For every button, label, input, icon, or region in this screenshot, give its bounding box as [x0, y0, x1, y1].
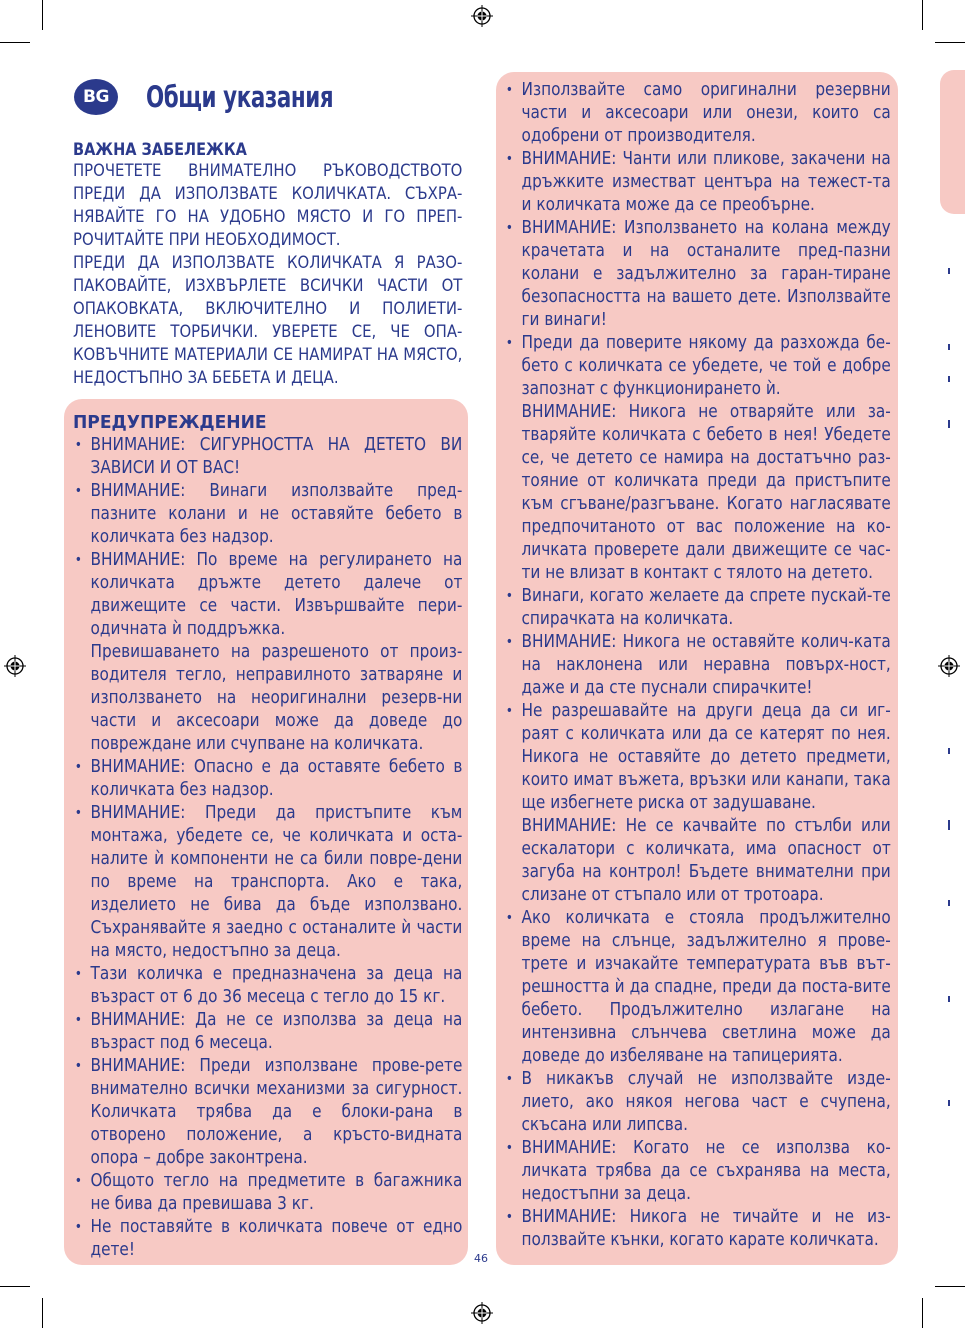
bullet: • — [74, 437, 82, 453]
page-title: Общи указания — [146, 80, 334, 114]
crop-mark — [42, 1298, 43, 1328]
bullet: • — [505, 1140, 513, 1156]
crop-mark — [0, 42, 30, 43]
warning-item-text: Тази количка е предназначена за деца на възраст от 6 до 36 месеца с тегло до 15 кг. — [90, 964, 463, 1007]
warning-item — [73, 1009, 462, 1055]
warning-list-left — [73, 434, 462, 1262]
edge-dash — [948, 820, 950, 830]
crop-mark — [935, 42, 965, 43]
warning-item-text: Не разрешавайте на други деца да си иг-раят с количката или да се катерят по нея. Никога не оставяйте до детето предмети, които имат въжета, връзки или канапи, така ще избегнете риска от задушаване. — [521, 701, 891, 813]
page-number: 46 — [474, 1252, 488, 1265]
registration-mark-icon — [471, 5, 493, 27]
warning-item-text: ВНИМАНИЕ: Винаги използвайте пред-пазните колани и не оставяйте бебето в количката без надзор. — [90, 481, 463, 547]
warning-item — [73, 480, 462, 549]
warning-item — [504, 1137, 891, 1206]
warning-item-text: Винаги, когато желаете да спрете пускай-те спирачката на количката. — [521, 586, 891, 629]
notice-paragraph: ПРОЧЕТЕТЕ ВНИМАТЕЛНО РЪКОВОДСТВОТО ПРЕДИ ДА ИЗПОЛЗВАТЕ КОЛИЧКАТА. СЪХРА-НЯВАЙТЕ ГО НА УДОБНО МЯСТО И ГО ПРЕП-РОЧИТАЙТЕ ПРИ НЕОБХОДИМОСТ. — [73, 161, 463, 250]
warning-item — [504, 148, 891, 217]
warning-item-text: ВНИМАНИЕ: СИГУРНОСТТА НА ДЕТЕТО ВИ ЗАВИСИ И ОТ ВАС! — [90, 435, 463, 478]
warning-item-text: ВНИМАНИЕ: Използването на колана между крачетата и на останалите пред-пазни колани е задължително за гаран-тиране безопасността на вашето дете. Използвайте ги винаги! — [521, 218, 891, 330]
warning-item-text: ВНИМАНИЕ: Преди използване прове-рете внимателно всички механизми за сигурност. Количката трябва да е блоки-рана в отворено положение, а кръсто-видната опора – добре законтрена. — [90, 1056, 463, 1168]
bullet: • — [74, 966, 82, 982]
bullet: • — [505, 910, 513, 926]
warning-item-text: Използвайте само оригинални резервни части и аксесоари или онези, които са одобрени от производителя. — [521, 80, 891, 146]
warning-item — [504, 907, 891, 1068]
edge-dash — [948, 748, 950, 754]
warning-item-text: ВНИМАНИЕ: По време на регулирането на количката дръжте детето далече от движещите се части. Извършвайте пери-одичната ѝ поддръжка. — [90, 550, 463, 639]
warning-item-text: ВНИМАНИЕ: Когато не се използва ко-личката трябва да се съхранява на места, недостъпни за деца. — [521, 1138, 891, 1204]
warning-item-text: ВНИМАНИЕ: Чанти или пликове, закачени на дръжките изместват центъра на тежест-та и количката може да се преобърне. — [521, 149, 891, 215]
warning-item — [504, 631, 891, 700]
warning-item-text: Не поставяйте в количката повече от едно дете! — [90, 1217, 463, 1260]
registration-mark-icon — [938, 655, 960, 677]
warning-item-text: ВНИМАНИЕ: Не се качвайте по стълби или ескалатори с количката, има опасност от загуба на контрол! Бъдете внимателни при слизане от стъпало или от тротоара. — [521, 816, 891, 905]
crop-mark — [42, 0, 43, 30]
bullet: • — [505, 634, 513, 650]
warning-item — [73, 756, 462, 802]
registration-mark-icon — [4, 655, 26, 677]
bullet: • — [74, 805, 82, 821]
edge-dash — [948, 344, 950, 350]
bullet: • — [505, 588, 513, 604]
warning-item — [73, 1170, 462, 1216]
bullet: • — [74, 1173, 82, 1189]
bullet: • — [505, 335, 513, 351]
warning-item — [504, 332, 891, 585]
bullet: • — [74, 1219, 82, 1235]
bullet: • — [74, 759, 82, 775]
warning-item-text: ВНИМАНИЕ: Преди да пристъпите към монтажа, убедете се, че количката и оста-налите ѝ компоненти не са били повре-дени по време на транспорта. Ако е така, изделието не бива да бъде използвано. Съхранявайте я заедно с останалите ѝ части на място, недостъпно за деца. — [90, 803, 463, 961]
notice-paragraph: ПРЕДИ ДА ИЗПОЛЗВАТЕ КОЛИЧКАТА Я РАЗО-ПАКОВАЙТЕ, ИЗХВЪРЛЕТЕ ВСИЧКИ ЧАСТИ ОТ ОПАКОВКАТА, ВКЛЮЧИТЕЛНО И ПОЛИЕТИ-ЛЕНОВИТЕ ТОРБИЧКИ. УВЕРЕТЕ СЕ, ЧЕ ОПА-КОВЪЧНИТЕ МАТЕРИАЛИ СЕ НАМИРАТ НА МЯСТО, НЕДОСТЪПНО ЗА БЕБЕТА И ДЕЦА. — [73, 253, 463, 388]
warning-item — [73, 1055, 462, 1170]
bullet: • — [74, 483, 82, 499]
warning-item-text: ВНИМАНИЕ: Никога не оставяйте колич-ката на наклонена или неравна повърх-ност, даже и да сте пуснали спирачките! — [521, 632, 891, 698]
registration-mark-icon — [471, 1302, 493, 1324]
edge-dash — [948, 420, 950, 428]
warning-item-text: ВНИМАНИЕ: Никога не тичайте и не из-ползвайте кънки, когато карате количката. — [521, 1207, 891, 1250]
bullet: • — [505, 1071, 513, 1087]
warning-item-text: Ако количката е стояла продължително време на слънце, задължително я прове-трете и изчакайте температурата във вът-решността ѝ да спадне, преди да поста-вите бебето. Продължително излагане на интензивна слънчева светлина може да доведе до избеляване на тапицерията. — [521, 908, 891, 1066]
warning-item-text: В никакъв случай не използвайте изде-лието, ако някоя негова част е счупена, скъсана или липсва. — [521, 1069, 891, 1135]
warning-item — [504, 1068, 891, 1137]
edge-dash — [948, 268, 950, 274]
bullet: • — [74, 1058, 82, 1074]
warning-item — [504, 585, 891, 631]
edge-dash — [948, 376, 950, 382]
warning-list-right — [504, 79, 891, 1252]
bullet: • — [505, 220, 513, 236]
bullet: • — [505, 703, 513, 719]
warning-item — [73, 963, 462, 1009]
bullet: • — [505, 82, 513, 98]
notice-heading: ВАЖНА ЗАБЕЛЕЖКА — [73, 140, 247, 159]
language-badge: BG — [74, 79, 118, 115]
bullet: • — [505, 1209, 513, 1225]
warning-item — [504, 79, 891, 148]
warning-heading: ПРЕДУПРЕЖДЕНИЕ — [73, 412, 267, 433]
warning-item — [73, 434, 462, 480]
bullet: • — [74, 552, 82, 568]
edge-dash — [948, 1100, 950, 1106]
crop-mark — [922, 1298, 923, 1328]
warning-item-text: ВНИМАНИЕ: Опасно е да оставяте бебето в количката без надзор. — [90, 757, 463, 800]
warning-item — [504, 217, 891, 332]
warning-item-text: Преди да поверите някому да разхожда бе-бето с количката се убедете, че той е добре запознат с функционирането ѝ. — [521, 333, 891, 399]
crop-mark — [935, 1286, 965, 1287]
bullet: • — [74, 1012, 82, 1028]
warning-item — [73, 1216, 462, 1262]
warning-item — [73, 549, 462, 756]
warning-item-text: ВНИМАНИЕ: Да не се използва за деца на възраст под 6 месеца. — [90, 1010, 463, 1053]
edge-dash — [948, 996, 950, 1002]
bullet: • — [505, 151, 513, 167]
warning-item-text: Превишаването на разрешеното от произ-водителя тегло, неправилното затваряне и използването на неоригинални резерв-ни части и аксесоари може да доведе до повреждане или счупване на количката. — [90, 642, 463, 754]
notice-text — [73, 160, 462, 390]
warning-item — [504, 700, 891, 907]
warning-item-text: ВНИМАНИЕ: Никога не отваряйте или за-тваряйте количката с бебето в нея! Убедете се, че детето се намира на достатъчно раз-тояние от количката преди да пристъпите към сгъване/разгъване. Когато нагласявате предпочитаното от вас положение на ко-личката проверете дали движещите се час-ти не влизат в контакт с тялото на детето. — [521, 402, 891, 583]
edge-dash — [948, 900, 950, 906]
edge-tab — [940, 70, 965, 214]
crop-mark — [922, 0, 923, 30]
crop-mark — [0, 1286, 30, 1287]
warning-item-text: Общото тегло на предметите в багажника не бива да превишава 3 кг. — [90, 1171, 463, 1214]
warning-item — [504, 1206, 891, 1252]
warning-item — [73, 802, 462, 963]
